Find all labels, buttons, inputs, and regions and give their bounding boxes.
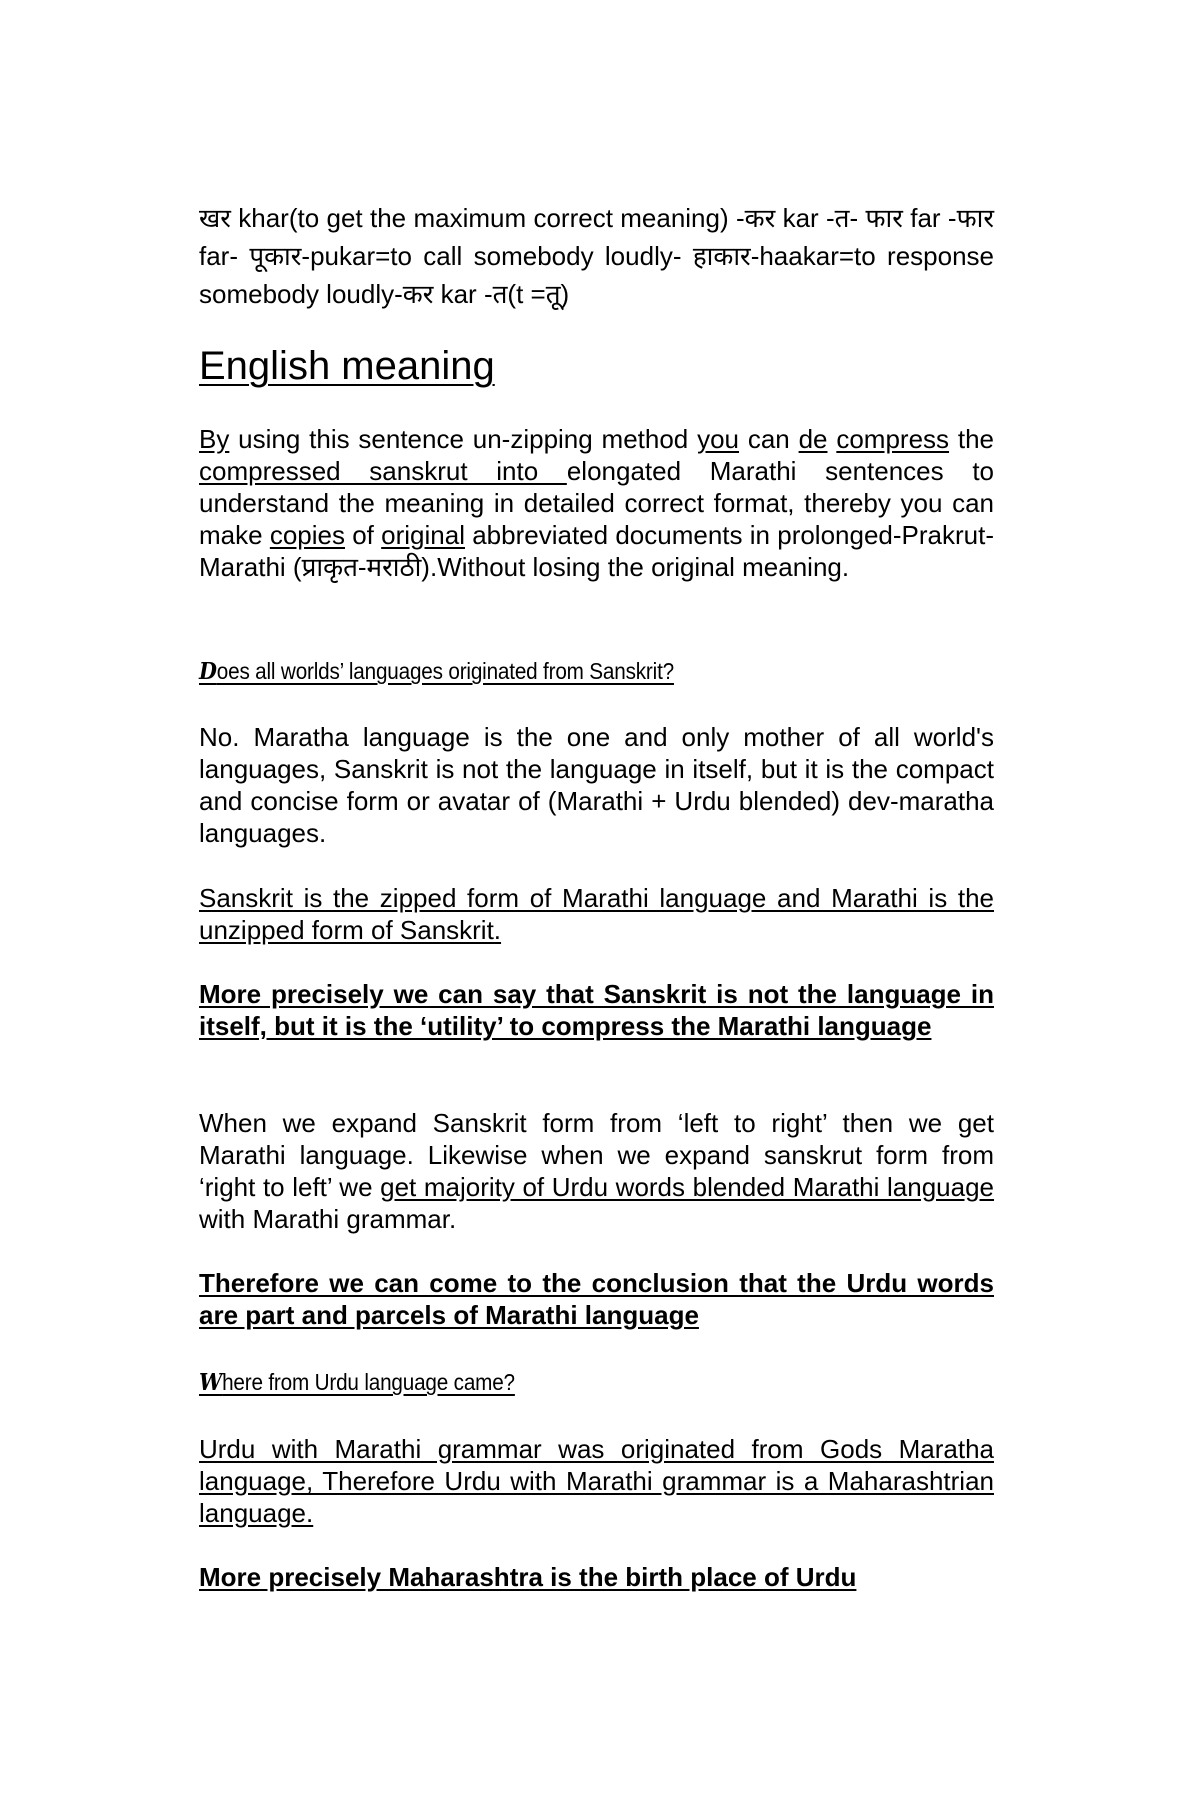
question-heading — [199, 1368, 515, 1397]
text-segment: When we expand Sanskrit form from ‘left to right’ then we get Marathi language. Likewise when we expand sanskrut form from ‘right to left’ we — [199, 1108, 994, 1202]
text-segment: compress — [836, 424, 950, 454]
text-segment: using this sentence un-zipping method — [229, 424, 698, 454]
text-segment: By — [199, 424, 230, 454]
text-segment: with Marathi grammar. — [199, 1204, 457, 1234]
text-segment: de — [798, 424, 828, 454]
question-text: here from Urdu language came? — [222, 1369, 515, 1395]
expand-paragraph — [199, 1107, 994, 1235]
question-heading — [199, 657, 674, 686]
text-segment: the — [949, 424, 994, 454]
english-meaning-paragraph — [199, 423, 994, 583]
conclusion-paragraph: Therefore we can come to the conclusion that the Urdu words are part and parcels of Marathi language — [199, 1268, 994, 1330]
urdu-origin-paragraph: Urdu with Marathi grammar was originated from Gods Maratha language, Therefore Urdu with Marathi grammar is a Maharashtrian language. — [199, 1434, 994, 1528]
birthplace-paragraph: More precisely Maharashtra is the birth place of Urdu — [199, 1562, 857, 1592]
text-segment: compressed sanskrut into — [199, 456, 567, 486]
text-segment: get majority of Urdu words blended Marathi language — [380, 1172, 995, 1202]
text-segment: elongated Marathi sentences to understand the meaning in detailed correct format, thereby you can make — [199, 456, 995, 550]
text-segment: you — [697, 424, 740, 454]
text-segment — [828, 424, 837, 454]
drop-cap: W — [199, 1369, 223, 1396]
text-segment: original — [381, 520, 465, 550]
text-segment: can — [739, 424, 799, 454]
answer-paragraph: No. Maratha language is the one and only mother of all world's languages, Sanskrit is not the language in itself, but it is the compact and concise form or avatar of (Marathi + Urdu blended) dev-maratha languages. — [199, 722, 994, 848]
zipped-form-paragraph: Sanskrit is the zipped form of Marathi language and Marathi is the unzipped form of Sanskrit. — [199, 883, 994, 945]
text-segment: copies — [269, 520, 345, 550]
text-segment: of — [344, 520, 382, 550]
text-segment: abbreviated documents in prolonged-Prakrut-Marathi (प्राकृत-मराठी).Without losing the original meaning. — [199, 520, 995, 582]
intro-paragraph: खर khar(to get the maximum correct meaning) -कर kar -त- फार far -फार far- पूकार-pukar=to call somebody loudly- हाकार-haakar=to response somebody loudly-कर kar -त(t =तू) — [199, 203, 994, 309]
section-heading: English meaning — [199, 344, 495, 388]
utility-paragraph: More precisely we can say that Sanskrit is not the language in itself, but it is the ‘utility’ to compress the Marathi language — [199, 979, 994, 1041]
question-text: oes all worlds’ languages originated from Sanskrit? — [216, 658, 674, 684]
drop-cap: D — [199, 658, 217, 685]
